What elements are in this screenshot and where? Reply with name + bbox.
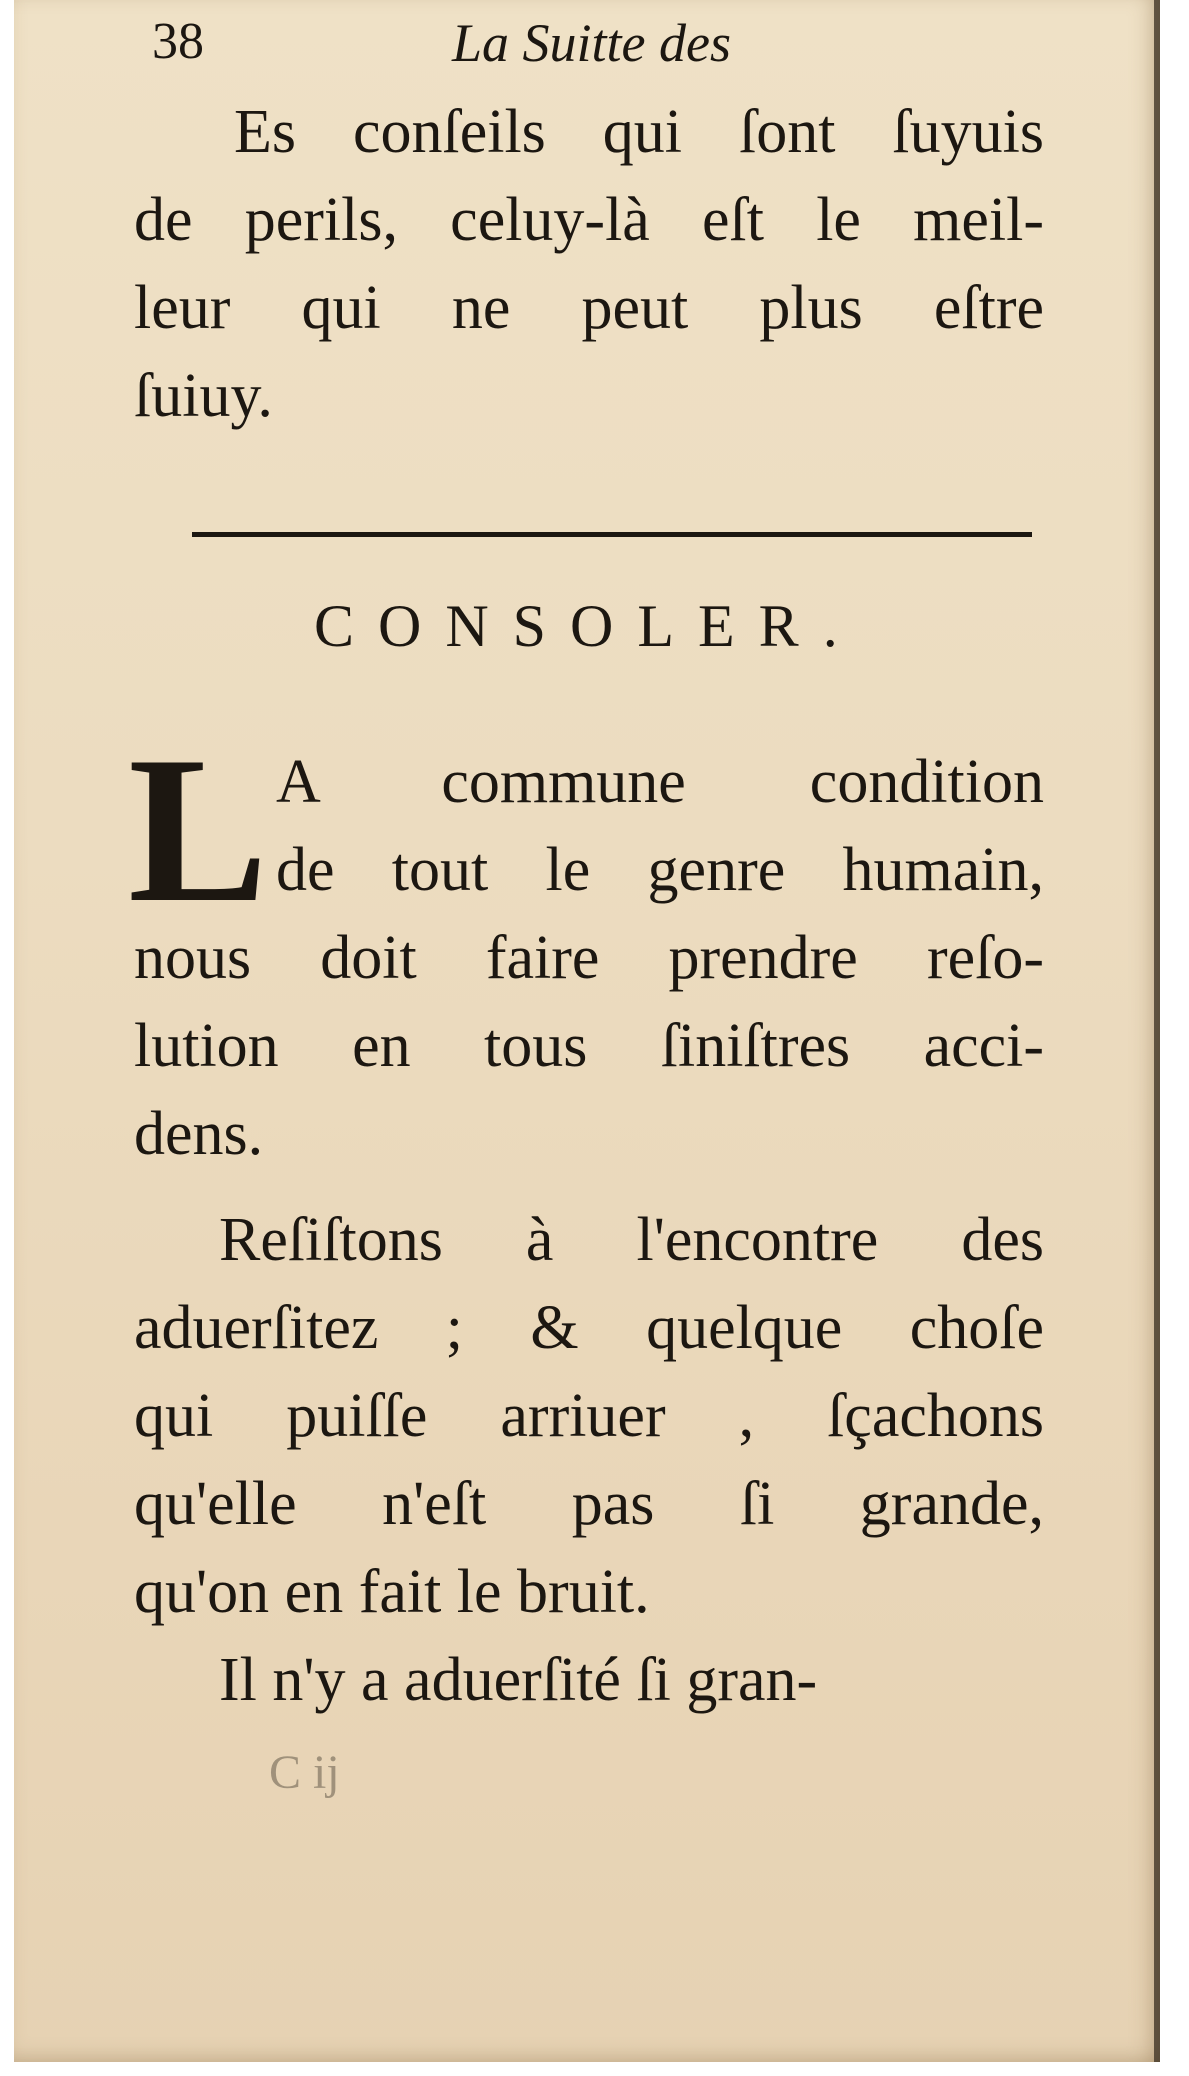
text-line: de tout le genre humain, [276,836,1044,904]
drop-cap: L [128,714,269,946]
text-line: Il n'y a aduerſité ſi gran- [219,1646,818,1714]
text-line: A commune condition [276,748,1044,816]
text-line: leur qui ne peut plus eſtre [134,274,1044,342]
book-page [14,0,1160,2062]
section-divider [192,532,1032,537]
page-header [134,12,1034,82]
text-line: nous doit faire prendre reſo- [134,924,1044,992]
text-line: Reſiſtons à l'encontre des [219,1206,1044,1274]
running-title: La Suitte des [452,13,731,73]
paragraph-1 [134,88,1044,440]
text-line: de perils, celuy-là eſt le meil- [134,186,1044,254]
signature-mark: C ij [269,1746,340,1799]
text-line: Es conſeils qui ſont ſuyuis [234,98,1044,166]
text-line: ſuiuy. [134,362,273,430]
section-title: CONSOLER. [314,593,862,659]
text-line: qui puiſſe arriuer , ſçachons [134,1382,1044,1450]
paragraph-4 [134,1636,1044,1724]
text-line: lution en tous ſiniſtres acci- [134,1012,1044,1080]
paragraph-3 [134,1196,1044,1636]
text-line: aduerſitez ; & quelque choſe [134,1294,1044,1362]
text-line: qu'elle n'eſt pas ſi grande, [134,1470,1044,1538]
page-number: 38 [152,13,204,70]
text-line: qu'on en fait le bruit. [134,1558,650,1626]
paragraph-2 [134,738,1044,1178]
text-line: dens. [134,1100,264,1168]
